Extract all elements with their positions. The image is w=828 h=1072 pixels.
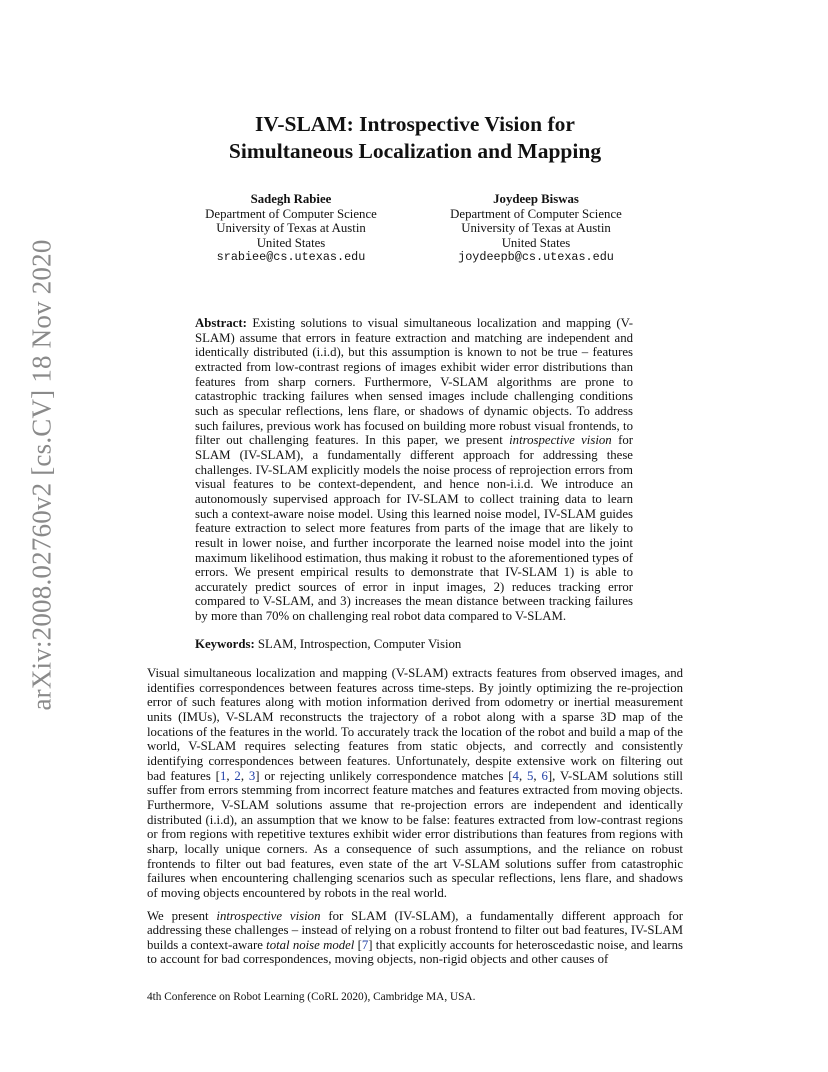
author-email: joydeepb@cs.utexas.edu [458,250,614,265]
paragraph-text: [ [354,937,362,952]
citation-link[interactable]: 2 [234,768,241,783]
citation-link[interactable]: 7 [361,937,369,952]
keywords-text: SLAM, Introspection, Computer Vision [254,637,462,651]
title-line-2: Simultaneous Localization and Mapping [228,139,602,163]
author-department: Department of Computer Science [205,206,377,221]
paragraph-text: for SLAM (IV-SLAM), a fundamentally different approach for addressing these challenges – instead of relying on a robust frontend to filter out bad features, IV-SLAM builds a context-aware [147,908,683,952]
author-block-1 [171,192,411,265]
author-university: University of Texas at Austin [461,221,611,236]
title-line-1: IV-SLAM: Introspective Vision for [255,112,575,136]
citation-link[interactable]: 6 [541,768,548,783]
abstract [195,316,633,624]
paragraph-1: Visual simultaneous localization and mapping (V-SLAM) extracts features from observed images, and identifies correspondences between features across time-steps. By jointly optimizing the re-projection error of such features along with motion information derived from odometry or inertial measurement units (IMUs), V-SLAM reconstructs the trajectory of a robot along with a sparse 3D map of the locations of the features in the world. To accurately track the location of the robot and build a map of the world, V-SLAM requires selecting features from static objects, and correctly and consistently identifying correspondences between features. Unfortunately, despite extensive work on filtering out bad features [1, 2, 3] or rejecting unlikely correspondence matches [4, 5, 6], V-SLAM solutions still suffer from errors stemming from incorrect feature matches and features extracted from moving objects. Furthermore, V-SLAM solutions assume that re-projection errors are independent and identically distributed (i.i.d), an assumption that we know to be false: features extracted from low-contrast regions or from regions with repetitive textures exhibit wider error distributions than features from regions with sharp, locally unique corners. As a consequence of such assumptions, and the reliance on robust frontends to filter out bad features, even state of the art V-SLAM solutions suffer from catastrophic failures when encountering challenging scenarios such as specular reflections, lens flare, and shadows of moving objects encountered by robots in the real world. [147,666,683,900]
paper-title [150,111,680,165]
body-text [147,666,683,975]
abstract-text-continued: for SLAM (IV-SLAM), a fundamentally different approach for addressing these challenges. IV-SLAM explicitly models the noise process of reprojection errors from visual features to be context-dependent, and hence non-i.i.d. We introduce an autonomously supervised approach for IV-SLAM to collect training data to learn such a context-aware noise model. Using this learned noise model, IV-SLAM guides feature extraction to select more features from parts of the image that are likely to result in lower noise, and further incorporate the learned noise model into the joint maximum likelihood estimation, thus making it robust to the aforementioned types of errors. We present empirical results to demonstrate that IV-SLAM 1) is able to accurately predict sources of error in input images, 2) reduces tracking error compared to V-SLAM, and 3) increases the mean distance between tracking failures by more than 70% on challenging real robot data compared to V-SLAM. [195,433,633,624]
conference-footer: 4th Conference on Robot Learning (CoRL 2020), Cambridge MA, USA. [147,991,476,1003]
author-name: Sadegh Rabiee [250,192,332,206]
arxiv-identifier [22,239,62,711]
author-university: University of Texas at Austin [216,221,366,236]
abstract-label: Abstract: [195,316,247,330]
author-block-2 [416,192,656,265]
citation-link[interactable]: 1 [219,768,227,783]
paragraph-text: ] or rejecting unlikely correspondence matches [ [255,768,513,783]
abstract-text: Existing solutions to visual simultaneous localization and mapping (V-SLAM) assume that errors in feature extraction and matching are independent and identically distributed (i.i.d), but this assumption is known to not be true – features extracted from low-contrast regions of images exhibit wider error distributions than features from sharp corners. Furthermore, V-SLAM algorithms are prone to catastrophic tracking failures when sensed images include challenging conditions such as specular reflections, lens flare, or shadows of dynamic objects. To address such failures, previous work has focused on building more robust visual frontends, to filter out challenging features. In this paper, we present [195,316,633,448]
author-department: Department of Computer Science [450,206,622,221]
keywords [195,637,633,652]
citation-link[interactable]: 4 [512,768,519,783]
emphasis-text: total noise model [266,937,355,952]
paragraph-text: ] that explicitly accounts for heteroscedastic noise, and learns to account for bad correspondences, moving objects, non-rigid objects and other causes of [147,937,683,967]
emphasis-text: introspective vision [216,908,321,923]
abstract-emphasis: introspective vision [509,433,612,448]
citation-link[interactable]: 5 [527,768,534,783]
author-name: Joydeep Biswas [493,192,579,206]
paragraph-text: ], V-SLAM solutions still suffer from errors stemming from incorrect feature matches and features extracted from moving objects. Furthermore, V-SLAM solutions assume that re-projection errors are independent and identically distributed (i.i.d), an assumption that we know to be false: features extracted from low-contrast regions or from regions with repetitive textures exhibit wider error distributions than features from regions with sharp, locally unique corners. As a consequence of such assumptions, and the reliance on robust frontends to filter out bad features, even state of the art V-SLAM solutions suffer from catastrophic failures when encountering challenging scenarios such as specular reflections, lens flare, and shadows of moving objects encountered by robots in the real world. [147,768,683,900]
paragraph-text: We present [147,908,217,923]
paragraph-2 [147,909,683,968]
keywords-label: Keywords: [195,637,255,651]
author-email: srabiee@cs.utexas.edu [216,250,366,265]
paragraph-text: Visual simultaneous localization and mapping (V-SLAM) extracts features from observed images, and identifies correspondences between features across time-steps. By jointly optimizing the re-projection error of such features along with motion information derived from odometry or inertial measurement units (IMUs), V-SLAM reconstructs the trajectory of a robot along with a sparse 3D map of the locations of the features in the world. To accurately track the location of the robot and build a map of the world, V-SLAM requires selecting features from static objects, and correctly and consistently identifying correspondences between features. Unfortunately, despite extensive work on filtering out bad features [ [147,666,683,783]
arxiv-id-text: arXiv:2008.02760v2 [cs.CV] 18 Nov 2020 [26,239,57,711]
author-country: United States [256,235,326,250]
author-country: United States [501,235,571,250]
citation-link[interactable]: 3 [248,768,256,783]
